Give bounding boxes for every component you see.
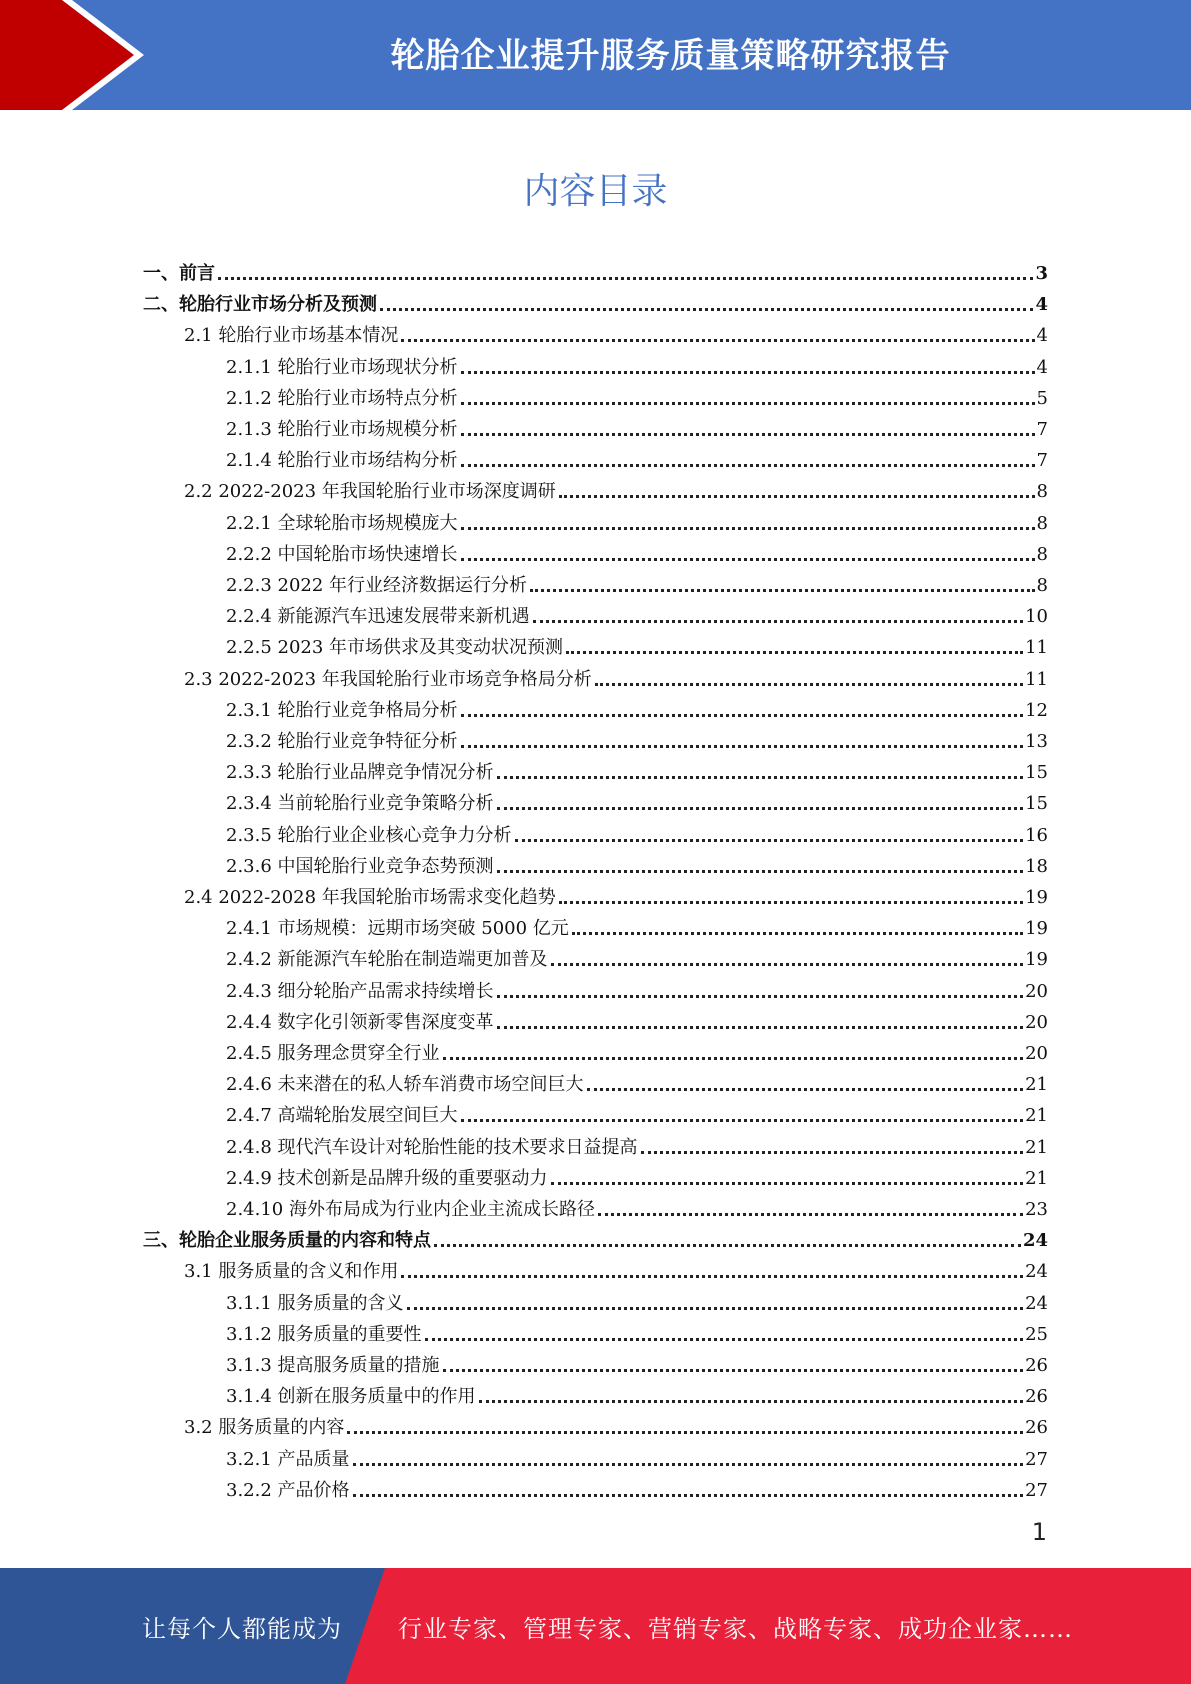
- toc-entry-page: 19: [1025, 918, 1048, 940]
- toc-entry-label: 2.2.4 新能源汽车迅速发展带来新机遇: [226, 606, 530, 628]
- toc-dot-leader: [497, 776, 1024, 779]
- toc-entry-page: 24: [1025, 1261, 1048, 1283]
- toc-entry[interactable]: [226, 1346, 1048, 1377]
- toc-entry[interactable]: [226, 691, 1048, 722]
- toc-entry[interactable]: [143, 254, 1048, 285]
- toc-entry-label: 2.3.1 轮胎行业竞争格局分析: [226, 699, 458, 721]
- toc-entry-label: 3.2.2 产品价格: [226, 1479, 350, 1501]
- toc-entry[interactable]: [184, 472, 1048, 503]
- toc-entry[interactable]: [226, 379, 1048, 410]
- toc-dot-leader: [461, 433, 1035, 436]
- toc-entry-page: 3: [1035, 263, 1048, 284]
- toc-entry[interactable]: [226, 566, 1048, 597]
- toc-entry-label: 2.4.7 高端轮胎发展空间巨大: [226, 1105, 458, 1127]
- toc-entry-label: 2.1.2 轮胎行业市场特点分析: [226, 387, 458, 409]
- header-band: [0, 0, 1191, 110]
- toc-dot-leader: [559, 901, 1023, 904]
- toc-dot-leader: [598, 1213, 1023, 1216]
- toc-entry-label: 3.2.1 产品质量: [226, 1448, 350, 1470]
- toc-entry-label: 2.4.4 数字化引领新零售深度变革: [226, 1011, 494, 1033]
- toc-entry[interactable]: [226, 348, 1048, 379]
- toc-entry[interactable]: [184, 660, 1048, 691]
- toc-dot-leader: [479, 1400, 1024, 1403]
- toc-entry-page: 20: [1025, 1011, 1048, 1033]
- toc-entry-label: 2.1.4 轮胎行业市场结构分析: [226, 450, 458, 472]
- toc-entry-label: 2.1 轮胎行业市场基本情况: [184, 325, 399, 347]
- toc-entry-label: 一、前言: [143, 263, 215, 284]
- toc-entry-label: 3.1.1 服务质量的含义: [226, 1292, 404, 1314]
- toc-entry[interactable]: [226, 410, 1048, 441]
- toc-entry[interactable]: [226, 784, 1048, 815]
- toc-entry-label: 3.1 服务质量的含义和作用: [184, 1261, 399, 1283]
- toc-dot-leader: [641, 1151, 1024, 1154]
- footer-slogan-right: 行业专家、管理专家、营销专家、战略专家、成功企业家……: [398, 1614, 1073, 1643]
- toc-entry-page: 7: [1036, 450, 1048, 472]
- toc-entry[interactable]: [184, 878, 1048, 909]
- toc-dot-leader: [434, 1244, 1021, 1247]
- toc-entry-label: 3.2 服务质量的内容: [184, 1417, 345, 1439]
- toc-entry[interactable]: [226, 972, 1048, 1003]
- toc-entry-label: 2.3.3 轮胎行业品牌竞争情况分析: [226, 762, 494, 784]
- toc-entry-page: 8: [1036, 575, 1048, 596]
- toc-entry[interactable]: [184, 1408, 1048, 1439]
- toc-entry-label: 3.1.3 提高服务质量的措施: [226, 1355, 440, 1376]
- toc-dot-leader: [443, 1057, 1024, 1060]
- toc-entry-page: 27: [1025, 1448, 1048, 1470]
- toc-entry-label: 2.4.5 服务理念贯穿全行业: [226, 1043, 440, 1064]
- toc-entry-label: 2.2.2 中国轮胎市场快速增长: [226, 543, 458, 565]
- toc-dot-leader: [497, 807, 1024, 810]
- toc-entry-page: 8: [1036, 512, 1048, 534]
- toc-dot-leader: [533, 620, 1024, 623]
- toc-entry-label: 2.2.5 2023 年市场供求及其变动状况预测: [226, 637, 564, 659]
- toc-entry-label: 2.3.2 轮胎行业竞争特征分析: [226, 731, 458, 752]
- toc-entry-page: 11: [1025, 637, 1048, 659]
- toc-entry-label: 2.2.3 2022 年行业经济数据运行分析: [226, 575, 528, 596]
- toc-dot-leader: [401, 1275, 1023, 1278]
- toc-entry[interactable]: [226, 441, 1048, 472]
- toc-entry-label: 2.2.1 全球轮胎市场规模庞大: [226, 512, 458, 534]
- toc-entry-label: 2.3.6 中国轮胎行业竞争态势预测: [226, 855, 494, 877]
- toc-entry-page: 20: [1025, 980, 1048, 1002]
- toc-entry-page: 21: [1025, 1136, 1048, 1158]
- toc-dot-leader: [443, 1369, 1024, 1372]
- toc-entry-page: 21: [1025, 1105, 1048, 1127]
- toc-entry-page: 24: [1022, 1230, 1048, 1252]
- toc-dot-leader: [515, 839, 1024, 842]
- toc-entry-page: 19: [1025, 887, 1048, 908]
- toc-entry[interactable]: [226, 1377, 1048, 1408]
- toc-entry-page: 16: [1025, 824, 1048, 846]
- toc-entry-page: 15: [1025, 762, 1048, 784]
- toc-entry-page: 20: [1025, 1043, 1048, 1064]
- toc-entry-page: 12: [1025, 699, 1048, 721]
- toc-dot-leader: [461, 527, 1035, 530]
- toc-entry-label: 2.3 2022-2023 年我国轮胎行业市场竞争格局分析: [184, 668, 592, 690]
- toc-entry-page: 19: [1025, 949, 1048, 971]
- toc-dot-leader: [566, 651, 1023, 654]
- toc-entry-label: 2.4.2 新能源汽车轮胎在制造端更加普及: [226, 949, 548, 971]
- toc-entry-label: 2.4.10 海外布局成为行业内企业主流成长路径: [226, 1199, 595, 1220]
- toc-dot-leader: [497, 870, 1024, 873]
- toc-dot-leader: [572, 932, 1023, 935]
- toc-dot-leader: [461, 714, 1024, 717]
- toc-entry-page: 26: [1025, 1417, 1048, 1439]
- toc-entry-page: 15: [1025, 793, 1048, 815]
- toc-entry[interactable]: [184, 1252, 1048, 1283]
- toc-dot-leader: [353, 1463, 1024, 1466]
- toc-entry-label: 2.4 2022-2028 年我国轮胎市场需求变化趋势: [184, 887, 556, 908]
- toc-entry[interactable]: [226, 1065, 1048, 1096]
- toc-dot-leader: [530, 589, 1034, 592]
- toc-entry-label: 2.4.9 技术创新是品牌升级的重要驱动力: [226, 1167, 548, 1189]
- toc-dot-leader: [587, 1088, 1024, 1091]
- toc-entry-page: 4: [1036, 356, 1048, 378]
- toc-entry-label: 2.3.5 轮胎行业企业核心竞争力分析: [226, 824, 512, 846]
- toc-dot-leader: [461, 371, 1035, 374]
- toc-dot-leader: [461, 402, 1035, 405]
- toc-dot-leader: [551, 963, 1024, 966]
- toc-entry-label: 2.4.8 现代汽车设计对轮胎性能的技术要求日益提高: [226, 1136, 638, 1158]
- toc-entry-label: 3.1.2 服务质量的重要性: [226, 1323, 422, 1345]
- report-title: 轮胎企业提升服务质量策略研究报告: [390, 35, 951, 76]
- toc-dot-leader: [218, 277, 1033, 280]
- toc-dot-leader: [595, 683, 1023, 686]
- toc-entry-label: 二、轮胎行业市场分析及预测: [143, 294, 377, 316]
- toc-entry[interactable]: [226, 504, 1048, 535]
- page-number: 1: [1031, 1518, 1047, 1546]
- toc-dot-leader: [461, 745, 1024, 748]
- toc-entry-page: 4: [1036, 325, 1048, 347]
- toc-entry-label: 2.3.4 当前轮胎行业竞争策略分析: [226, 793, 494, 815]
- toc-dot-leader: [497, 1026, 1024, 1029]
- toc-entry-page: 11: [1025, 668, 1048, 690]
- toc-entry[interactable]: [226, 909, 1048, 940]
- toc-entry-page: 26: [1025, 1386, 1048, 1408]
- toc-entry[interactable]: [226, 1003, 1048, 1034]
- toc-entry-label: 2.1.3 轮胎行业市场规模分析: [226, 419, 458, 440]
- toc-entry-page: 21: [1025, 1074, 1048, 1096]
- footer-band: [0, 1568, 1191, 1684]
- toc-entry-label: 2.4.6 未来潜在的私人轿车消费市场空间巨大: [226, 1074, 584, 1096]
- toc-entry[interactable]: [226, 628, 1048, 659]
- toc-heading: 内容目录: [523, 171, 668, 212]
- toc-entry[interactable]: [226, 753, 1048, 784]
- toc-entry-label: 2.2 2022-2023 年我国轮胎行业市场深度调研: [184, 481, 556, 503]
- toc-entry-label: 3.1.4 创新在服务质量中的作用: [226, 1386, 476, 1408]
- toc-entry-page: 13: [1025, 731, 1048, 752]
- toc-dot-leader: [347, 1431, 1023, 1434]
- toc-dot-leader: [461, 1119, 1024, 1122]
- toc-entry[interactable]: [226, 1471, 1048, 1502]
- toc-dot-leader: [461, 464, 1035, 467]
- toc-dot-leader: [380, 308, 1033, 311]
- toc-entry-page: 4: [1035, 294, 1048, 316]
- toc-dot-leader: [353, 1494, 1024, 1497]
- toc-entry[interactable]: [226, 1096, 1048, 1127]
- toc-entry-page: 26: [1025, 1355, 1048, 1376]
- header-arrow-decoration: [0, 0, 160, 110]
- toc-dot-leader: [425, 1338, 1024, 1341]
- toc-entry[interactable]: [226, 597, 1048, 628]
- toc-entry-page: 7: [1036, 419, 1048, 440]
- toc-entry-label: 三、轮胎企业服务质量的内容和特点: [143, 1230, 431, 1252]
- toc-dot-leader: [401, 339, 1034, 342]
- toc-entry[interactable]: [226, 847, 1048, 878]
- toc-entry-page: 8: [1036, 543, 1048, 565]
- toc-entry[interactable]: [226, 1128, 1048, 1159]
- toc-entry-page: 25: [1025, 1323, 1048, 1345]
- toc-entry[interactable]: [226, 1159, 1048, 1190]
- toc-entry-page: 27: [1025, 1479, 1048, 1501]
- toc-entry-page: 23: [1025, 1199, 1048, 1220]
- toc-entry[interactable]: [226, 1034, 1048, 1065]
- toc-entry[interactable]: [143, 1221, 1048, 1252]
- toc-entry-page: 24: [1025, 1292, 1048, 1314]
- toc-entry[interactable]: [226, 1315, 1048, 1346]
- toc-entry-label: 2.1.1 轮胎行业市场现状分析: [226, 356, 458, 378]
- toc-dot-leader: [559, 495, 1035, 498]
- toc-entry[interactable]: [226, 722, 1048, 753]
- toc-entry[interactable]: [226, 1440, 1048, 1471]
- footer-slogan-left: 让每个人都能成为: [142, 1614, 342, 1643]
- toc-entry[interactable]: [226, 1284, 1048, 1315]
- toc-entry[interactable]: [143, 285, 1048, 316]
- toc-dot-leader: [497, 995, 1024, 998]
- toc-entry[interactable]: [184, 316, 1048, 347]
- toc-dot-leader: [461, 558, 1035, 561]
- toc-entry-label: 2.4.1 市场规模：远期市场突破 5000 亿元: [226, 918, 569, 940]
- toc-dot-leader: [407, 1307, 1024, 1310]
- toc-entry-page: 21: [1025, 1167, 1048, 1189]
- toc-dot-leader: [551, 1182, 1024, 1185]
- toc-entry-page: 8: [1036, 481, 1048, 503]
- toc-entry-page: 5: [1036, 387, 1048, 409]
- toc-entry-page: 18: [1025, 855, 1048, 877]
- toc-entry[interactable]: [226, 535, 1048, 566]
- toc-entry[interactable]: [226, 1190, 1048, 1221]
- toc-entry[interactable]: [226, 816, 1048, 847]
- toc-entry-label: 2.4.3 细分轮胎产品需求持续增长: [226, 980, 494, 1002]
- toc-entry-page: 10: [1025, 606, 1048, 628]
- toc-entry[interactable]: [226, 940, 1048, 971]
